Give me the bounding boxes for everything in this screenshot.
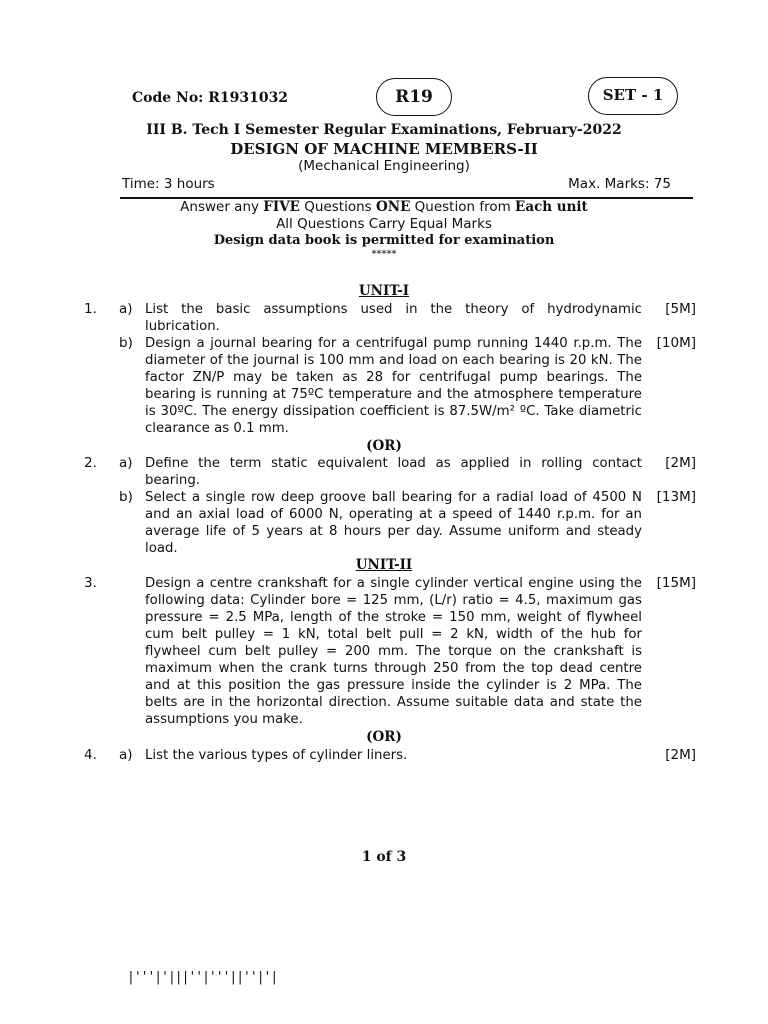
question-text: Design a journal bearing for a centrifugal pump running 1440 r.p.m. The diameter of the journal is 100 mm and load on each bearing is 20 kN. The factor ZN/P may be taken as 28 for centrifugal pump bearings. The bearing is running at 75ºC temperature and the atmosphere temperature is 30ºC. The energy dissipation coefficient is 87.5W/m² ºC. Take diametric clearance as 0.1 mm.: [145, 336, 642, 436]
or-separator: (OR): [366, 438, 402, 454]
question-number: 3.: [84, 575, 97, 591]
page-number: 1 of 3: [361, 849, 407, 865]
question-text: Select a single row deep groove ball bearing for a radial load of 4500 N and an axial load of 6000 N, operating at a speed of 1440 r.p.m. for an average life of 5 years at 8 hours per day. Assume uniform and steady load.: [145, 490, 642, 556]
instruction-line-2: All Questions Carry Equal Marks: [276, 216, 492, 232]
or-separator: (OR): [366, 729, 402, 745]
time-label: Time: 3 hours: [122, 176, 215, 192]
regulation-badge: R19: [376, 78, 452, 116]
instr-text: Question from: [410, 199, 516, 215]
instr-text: Answer any: [180, 199, 264, 215]
question-number: 4.: [84, 747, 97, 763]
instr-text: Questions: [299, 199, 376, 215]
question-number: 1.: [84, 301, 97, 317]
question-marks: [2M]: [665, 747, 696, 763]
code-number: Code No: R1931032: [132, 90, 289, 106]
separator-stars: *****: [371, 249, 397, 260]
question-text: List the basic assumptions used in the theory of hydrodynamic lubrication.: [145, 302, 642, 334]
question-text: Define the term static equivalent load as applied in rolling contact bearing.: [145, 456, 642, 488]
question-marks: [10M]: [656, 335, 696, 351]
subquestion-label: a): [119, 747, 133, 763]
unit-1-heading: UNIT-I: [358, 283, 410, 299]
barcode: |'''|'|||''|'''||''|'|: [127, 970, 278, 985]
max-marks-label: Max. Marks: 75: [568, 176, 671, 192]
question-number: 2.: [84, 455, 97, 471]
instr-bold: ONE: [375, 199, 411, 215]
question-marks: [2M]: [665, 455, 696, 471]
question-text: Design a centre crankshaft for a single cylinder vertical engine using the following data: Cylinder bore = 125 mm, (L/r) ratio = 4.5, maximum gas pressure = 2.5 MPa, length of the stroke = 150 mm, weight of flywheel cum belt pulley = 1 kN, total belt pull = 2 kN, width of the hub for flywheel cum belt pulley = 200 mm. The torque on the crankshaft is maximum when the crank turns through 250 from the top dead centre and at this position the gas pressure inside the cylinder is 2 MPa. The belts are in the horizontal direction. Assume suitable data and state the assumptions you make.: [145, 576, 642, 727]
instr-bold: Each unit: [515, 199, 588, 215]
instruction-line-1: [0, 199, 768, 215]
instr-bold: FIVE: [263, 199, 300, 215]
question-marks: [5M]: [665, 301, 696, 317]
subquestion-label: b): [119, 489, 133, 505]
branch-label: (Mechanical Engineering): [298, 158, 470, 174]
question-text: List the various types of cylinder liners.: [145, 748, 408, 763]
question-marks: [15M]: [656, 575, 696, 591]
subject-title: DESIGN OF MACHINE MEMBERS-II: [230, 140, 538, 158]
subquestion-label: b): [119, 335, 133, 351]
instruction-line-3: Design data book is permitted for examination: [213, 233, 555, 248]
question-marks: [13M]: [656, 489, 696, 505]
subquestion-label: a): [119, 301, 133, 317]
unit-2-heading: UNIT-II: [355, 557, 413, 573]
set-badge: SET - 1: [588, 77, 678, 115]
subquestion-label: a): [119, 455, 133, 471]
exam-title: III B. Tech I Semester Regular Examinations, February-2022: [146, 122, 622, 138]
